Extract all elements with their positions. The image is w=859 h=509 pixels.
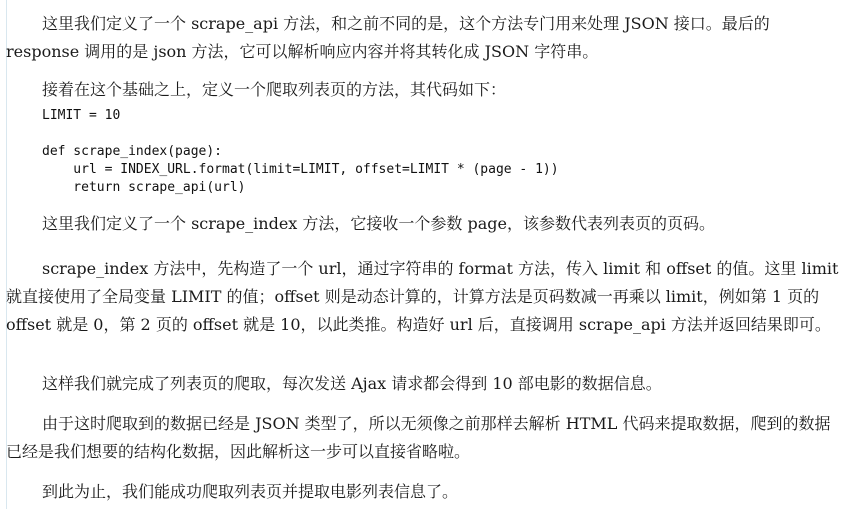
paragraph-scrape-index: 这里我们定义了一个 scrape_index 方法，它接收一个参数 page，该参数代表列表页的页码。 xyxy=(42,214,715,233)
paragraph-url-format: scrape_index 方法中，先构造了一个 url，通过字符串的 format 方法，传入 limit 和 offset 的值。这里 limit 就直接使用了全局变量 LIMIT 的值；offset 则是动态计算的，计算方法是页码数减一再乘以 limit，例如第 1 页的 offset 就是 0，第 2 页的 offset 就是 10，以此类推。构造好 url 后，直接调用 scrape_api 方法并返回结果即可。 xyxy=(6,259,839,334)
code-block: LIMIT = 10 def scrape_index(page): url = INDEX_URL.format(limit=LIMIT, offset=LIMIT * (page - 1)) return scrape_api(url) xyxy=(42,108,559,195)
paragraph-ajax-result: 这样我们就完成了列表页的爬取，每次发送 Ajax 请求都会得到 10 部电影的数据信息。 xyxy=(42,374,662,393)
paragraph-define-index: 接着在这个基础之上，定义一个爬取列表页的方法，其代码如下： xyxy=(42,80,507,99)
paragraph-scrape-api: 这里我们定义了一个 scrape_api 方法，和之前不同的是，这个方法专门用来处理 JSON 接口。最后的 response 调用的是 json 方法，它可以解析响应内容并将其转化成 JSON 字符串。 xyxy=(6,14,770,61)
paragraph-conclusion: 到此为止，我们能成功爬取列表页并提取电影列表信息了。 xyxy=(42,482,459,501)
paragraph-json-data: 由于这时爬取到的数据已经是 JSON 类型了，所以无须像之前那样去解析 HTML 代码来提取数据，爬到的数据已经是我们想要的结构化数据，因此解析这一步可以直接省略啦。 xyxy=(6,414,831,461)
